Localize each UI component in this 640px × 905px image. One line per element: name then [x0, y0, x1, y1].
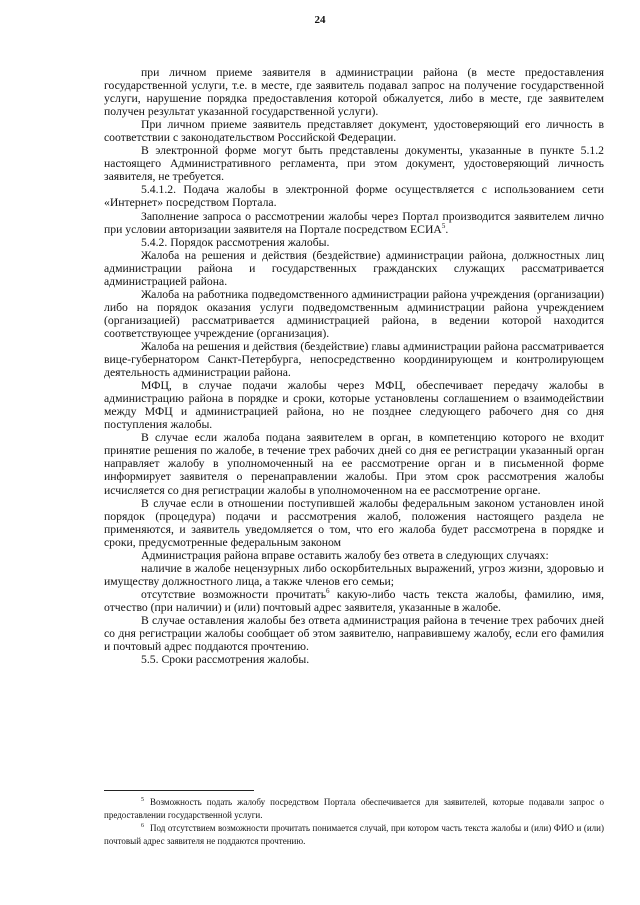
paragraph-text: Заполнение запроса о рассмотрении жалобы через Портал производится заявителем лично при условии авторизации заявителя на Портале посредством ЕСИА: [104, 209, 604, 236]
section-heading: 5.4.2. Порядок рассмотрения жалобы.: [141, 235, 330, 249]
footnote-mark: 6: [141, 823, 144, 829]
footnote-text: Возможность подать жалобу посредством Портала обеспечивается для заявителей, которые подавали запрос о предоставлении государственной услуги.: [104, 797, 604, 820]
footnote: [104, 796, 604, 821]
paragraph: В случае если в отношении поступившей жалобы федеральным законом установлен иной порядок (процедура) подачи и рассмотрения жалоб, положения настоящего раздела не применяются, и заявитель уведомляется о том, что его жалоба будет рассмотрена в порядке и сроки, предусмотренные федеральным законом: [104, 496, 604, 549]
paragraph: При личном приеме заявитель представляет документ, удостоверяющий его личность в соответствии с законодательством Российской Федерации.: [104, 118, 604, 145]
document-body: [104, 66, 604, 666]
paragraph: В электронной форме могут быть представлены документы, указанные в пункте 5.1.2 настоящего Административного регламента, при этом документ, удостоверяющий личность заявителя, не требуется.: [104, 144, 604, 184]
footnote-mark: 5: [141, 797, 144, 803]
footnote-ref: 6: [326, 586, 330, 595]
paragraph: Администрация района вправе оставить жалобу без ответа в следующих случаях:: [141, 548, 549, 562]
footnote-ref: 5: [441, 221, 446, 230]
footnotes: [104, 796, 604, 848]
paragraph: МФЦ, в случае подачи жалобы через МФЦ, обеспечивает передачу жалобы в администрацию района в порядке и сроки, которые установлены соглашением о взаимодействии между МФЦ и администрацией района, но не позднее следующего рабочего дня со дня поступления жалобы.: [104, 379, 604, 432]
list-item-text: отсутствие возможности прочитать: [141, 587, 327, 601]
section-heading: 5.5. Сроки рассмотрения жалобы.: [141, 653, 310, 667]
paragraph: при личном приеме заявителя в администрации района (в месте предоставления государственной услуги, т.е. в месте, где заявитель подавал запрос на получение государственной услуги, нарушение порядка предоставления которой обжалуется, либо в месте, где заявителем получен результат указанной государственной услуги).: [104, 66, 604, 119]
footnote-text: Под отсутствием возможности прочитать понимается случай, при котором часть текста жалобы и (или) ФИО и (или) почтовый адрес заявителя не поддаются прочтению.: [104, 823, 604, 846]
paragraph: В случае оставления жалобы без ответа администрация района в течение трех рабочих дней со дня регистрации жалобы сообщает об этом заявителю, направившему жалобу, если его фамилия и почтовый адрес поддаются прочтению.: [104, 613, 604, 654]
page-number: 24: [314, 14, 326, 26]
paragraph: В случае если жалоба подана заявителем в орган, в компетенцию которого не входит принятие решения по жалобе, в течение трех рабочих дней со дня ее регистрации указанный орган направляет жалобу в уполномоченный на ее рассмотрение орган и в письменной форме информирует заявителя о перенаправлении жалобы. При этом срок рассмотрения жалобы исчисляется со дня регистрации жалобы в уполномоченном на ее рассмотрение органе.: [104, 431, 604, 497]
list-item-with-footnote: [104, 588, 604, 614]
footnote-separator: [104, 790, 254, 791]
paragraph: Жалоба на решения и действия (бездействие) администрации района, должностных лиц администрации района и государственных гражданских служащих рассматривается администрацией района.: [104, 248, 604, 288]
paragraph: 5.4.1.2. Подача жалобы в электронной форме осуществляется с использованием сети «Интернет» посредством Портала.: [104, 183, 604, 210]
list-item-text-cont: какую-либо часть текста жалобы, фамилию, имя, отчество (при наличии) и (или) почтовый адрес заявителя, указанные в жалобе.: [104, 587, 604, 614]
list-item: наличие в жалобе нецензурных либо оскорбительных выражений, угроз жизни, здоровью и имуществу должностного лица, а также членов его семьи;: [104, 561, 604, 588]
paragraph-end: .: [445, 222, 449, 236]
paragraph-with-footnote: [104, 210, 604, 236]
paragraph: Жалоба на работника подведомственного администрации района учреждения (организации) либо на порядок оказания услуги подведомственным администрации района учреждением (организацией) рассматривается администрацией района, в ведении которой находится соответствующее учреждение (организация).: [104, 287, 604, 340]
footnote: [104, 822, 604, 847]
paragraph: Жалоба на решения и действия (бездействие) главы администрации района рассматривается вице-губернатором Санкт-Петербурга, непосредственно координирующем и контролирующем деятельность администрации района.: [104, 339, 604, 380]
